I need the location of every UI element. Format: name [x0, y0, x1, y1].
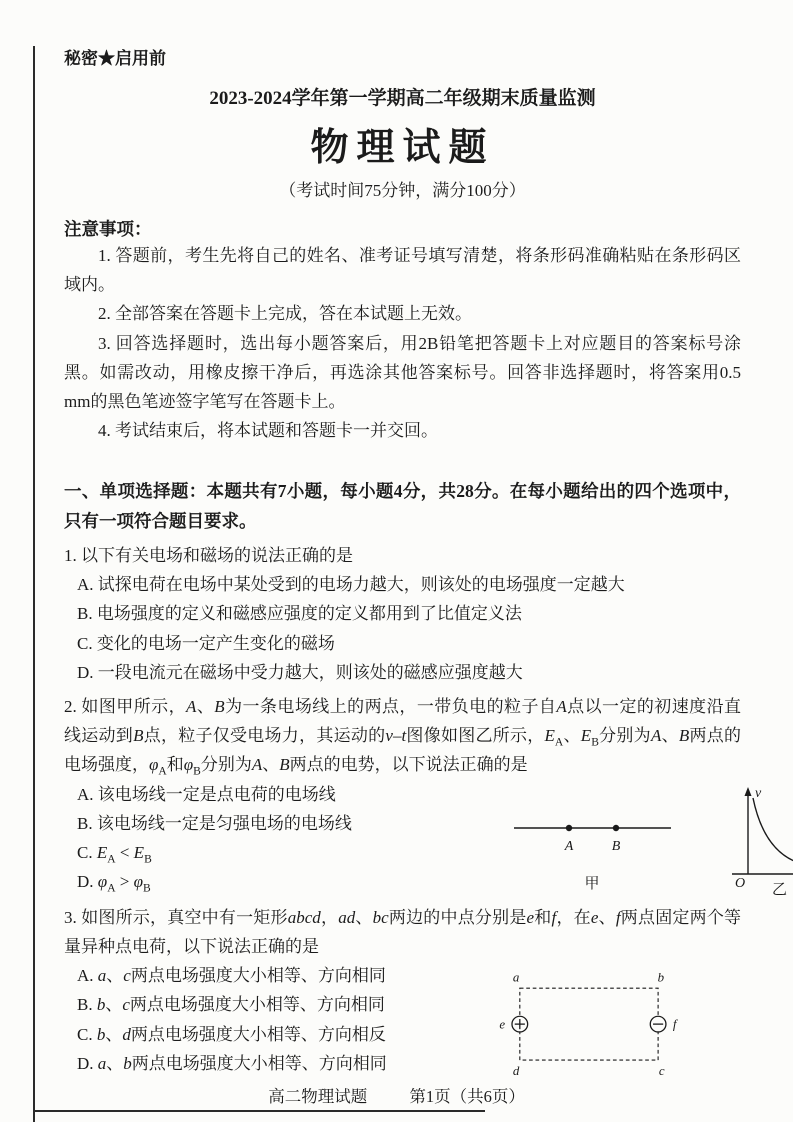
question-3-body [64, 961, 741, 1088]
scan-edge-bottom [33, 1110, 485, 1112]
vt-curve [753, 798, 793, 871]
v-axis-arrow-icon [745, 787, 752, 796]
dashed-rectangle [520, 988, 658, 1060]
notice-item-1: 1. 答题前，考生先将自己的姓名、准考证号填写清楚，将条形码准确粘贴在条形码区域内。 [64, 246, 741, 295]
classification-label: 秘密★启用前 [64, 49, 166, 68]
question-3-option-b: B. b、c两点电场强度大小相等、方向相同 [77, 995, 385, 1015]
question-1-option-a: A. 试探电荷在电场中某处受到的电场力越大，则该处的电场强度一定越大 [77, 575, 625, 595]
question-3-options [64, 961, 494, 1078]
question-3-option-d: D. a、b两点电场强度大小相等、方向相同 [77, 1053, 387, 1073]
footer-page-label: 第1页（共6页） [409, 1087, 525, 1106]
figure-jia-label: 甲 [584, 875, 600, 892]
vt-graph-figure [720, 784, 793, 898]
question-3-option-c: C. b、d两点电场强度大小相等、方向相反 [77, 1024, 386, 1044]
question-1-option-b: B. 电场强度的定义和磁感应强度的定义都用到了比值定义法 [77, 604, 522, 624]
figure-yi-label: 乙 [772, 881, 788, 898]
origin-label: O [735, 875, 746, 891]
question-1 [64, 541, 741, 687]
question-2-options [64, 780, 494, 897]
v-axis-label: v [755, 785, 762, 801]
notices-heading: 注意事项： [64, 219, 152, 239]
question-2-figures [512, 784, 793, 898]
scan-edge-left [33, 46, 35, 1122]
point-a-label: A [564, 838, 574, 854]
question-2-body [64, 780, 788, 898]
corner-a-label: a [512, 970, 520, 985]
field-line-figure [512, 798, 674, 894]
notice-item-3: 3. 回答选择题时，选出每小题答案后，用2B铅笔把答题卡上对应题目的答案标号涂黑。如需改动，用橡皮擦干净后，再选涂其他答案标号。回答非选择题时，将答案用0.5 mm的黑色笔迹签字笔写在答题卡上。 [64, 333, 741, 412]
corner-c-label: c [658, 1063, 665, 1078]
corner-d-label: d [512, 1063, 520, 1078]
point-b-label: B [611, 838, 621, 854]
charge-e-label: e [499, 1017, 506, 1032]
question-1-option-c: C. 变化的电场一定产生变化的磁场 [77, 633, 335, 653]
section-1-heading: 一、单项选择题：本题共有7小题，每小题4分，共28分。在每小题给出的四个选项中，只有一项符合题目要求。 [64, 480, 741, 531]
question-2-option-d: D. $\varphi_A > \varphi_B$ [77, 872, 151, 895]
rectangle-charges-figure [494, 963, 683, 1088]
question-2-option-a: A. 该电场线一定是点电荷的电场线 [77, 784, 336, 804]
question-2-option-b: B. 该电场线一定是匀强电场的电场线 [77, 813, 352, 833]
question-1-stem: 1. 以下有关电场和磁场的说法正确的是 [64, 545, 353, 565]
question-1-option-d: D. 一段电流元在磁场中受力越大，则该处的磁感应强度越大 [77, 662, 523, 682]
question-3-stem: 3. 如图所示，真空中有一矩形abcd，ad、bc两边的中点分别是e和f，在e、f两点固定两个等量异种点电荷，以下说法正确的是 [64, 907, 742, 956]
point-a-dot [566, 825, 572, 831]
charge-f-label: f [672, 1017, 677, 1032]
question-3-option-a: A. a、c两点电场强度大小相等、方向相同 [77, 966, 386, 986]
question-3 [64, 903, 741, 1088]
notice-item-2: 2. 全部答案在答题卡上完成，答在本试题上无效。 [98, 304, 472, 324]
question-2-stem: 2. 如图甲所示，A、B为一条电场线上的两点，一带负电的粒子自A点以一定的初速度沿直线运动到B点，粒子仅受电场力，其运动的v–t图像如图乙所示，$E_A$、$E_B$分别为A、B两点的电场强度，$\varphi_A$和$\varphi_B$分别为A、B两点的电势，以下说法正确的是 [64, 697, 742, 778]
exam-title: 物理试题 [310, 127, 495, 169]
exam-session-title: 2023-2024学年第一学期高二年级期末质量监测 [209, 88, 596, 109]
notice-item-4: 4. 考试结束后，将本试题和答题卡一并交回。 [98, 421, 438, 441]
point-b-dot [613, 825, 619, 831]
page-footer [0, 1083, 793, 1107]
question-2 [64, 692, 788, 898]
question-2-option-c: C. $E_A < E_B$ [77, 843, 152, 866]
corner-b-label: b [657, 970, 665, 985]
exam-info-subtitle: （考试时间75分钟，满分100分） [279, 181, 526, 200]
footer-doc-label: 高二物理试题 [268, 1087, 368, 1106]
